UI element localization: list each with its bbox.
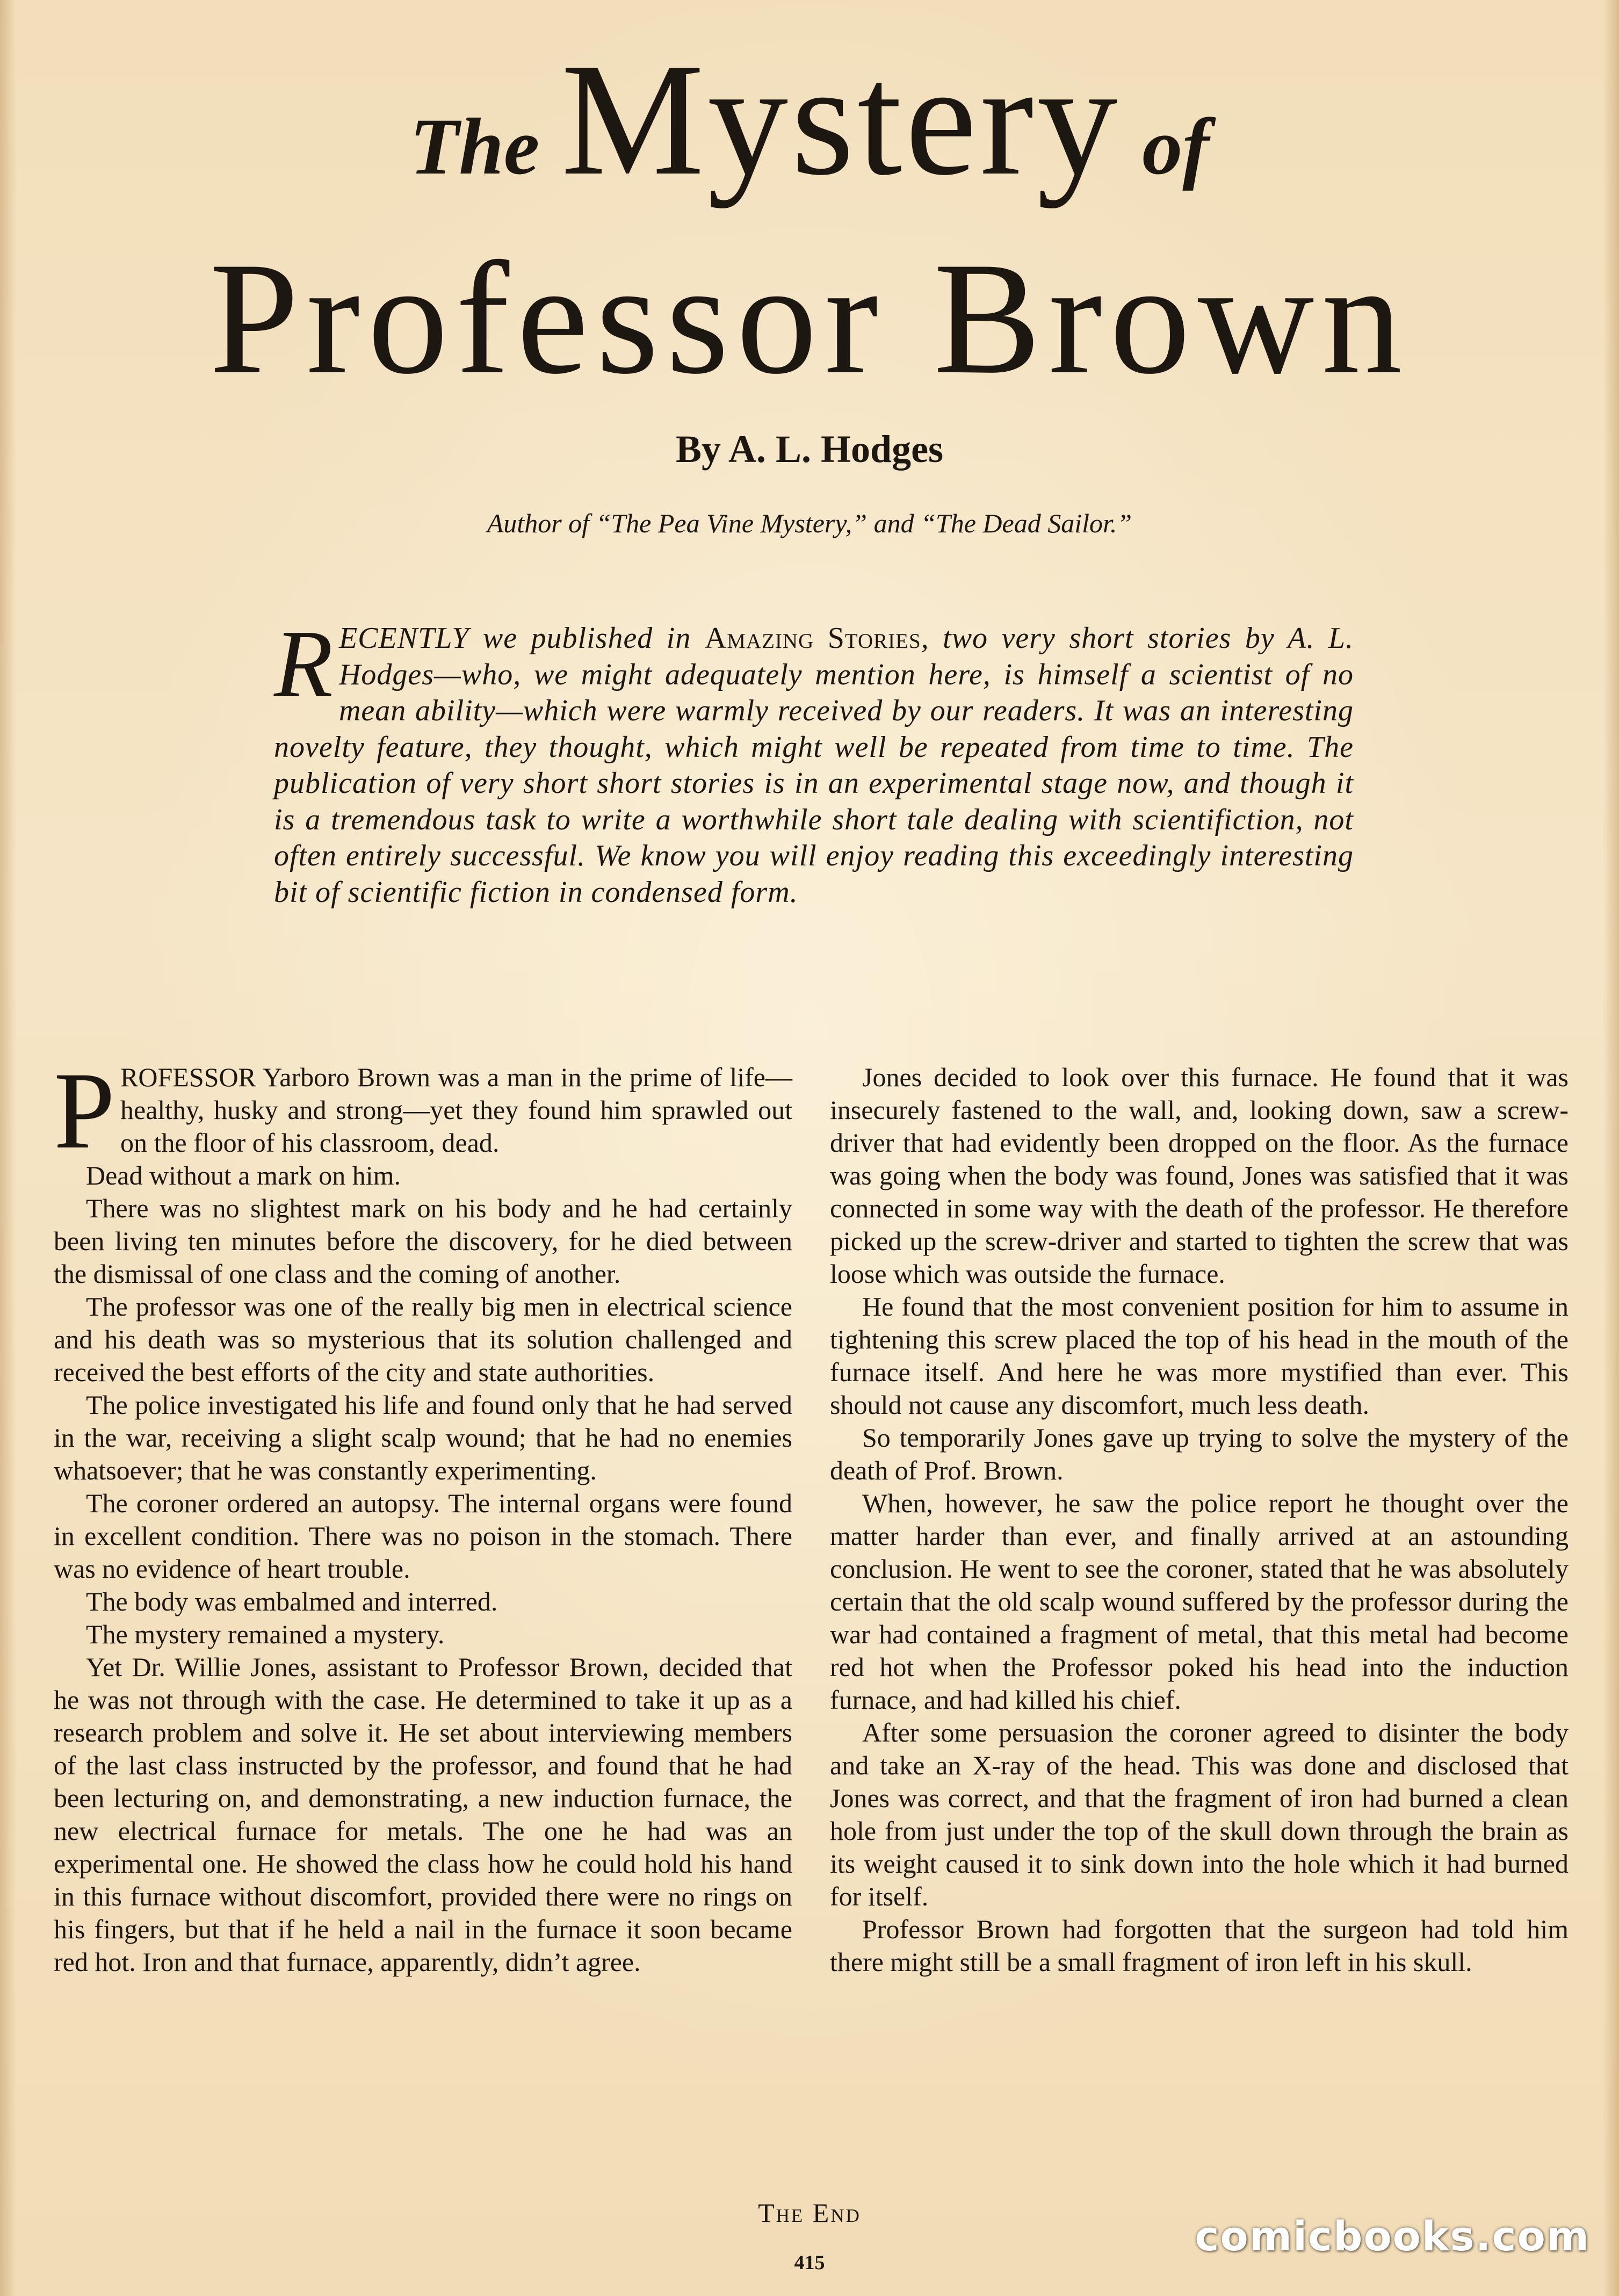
story-paragraph-4: The professor was one of the really big men in electrical science and his death was so mysterious that its solution challenged and received the best efforts of the city and state authorities. (54, 1291, 792, 1387)
story-paragraph-11: He found that the most convenient position for him to assume in tightening this screw placed the top of his head in the mouth of the furnace itself. And here he was more mystified than ever. This should not cause any discomfort, much less death. (830, 1291, 1569, 1420)
story-paragraph-3: There was no slightest mark on his body and he had certainly been living ten minutes before the discovery, for he died between the dismissal of one class and the coming of another. (54, 1193, 792, 1289)
page-number: 415 (794, 2251, 825, 2274)
story-paragraph-14: After some persuasion the coroner agreed to disinter the body and take an X-ray of the head. This was done and disclosed that Jones was correct, and that the fragment of iron had burned a clean hole from just under the top of the skull down through the brain as its weight caused it to sink down into the hole which it had burned for itself. (830, 1717, 1569, 1911)
story-paragraph-15: Professor Brown had forgotten that the surgeon had told him there might still be a small fragment of iron left in his skull. (830, 1914, 1569, 1977)
title-mystery: Mystery (561, 30, 1121, 208)
intro-text-1: ECENTLY we published in (338, 622, 705, 655)
story-paragraph-5: The police investigated his life and found only that he had served in the war, receiving a slight scalp wound; that he had no enemies whatsoever; that he was constantly experimenting. (54, 1390, 792, 1485)
story-paragraph-1 (54, 1050, 792, 1172)
author-credits: Author of “The Pea Vine Mystery,” and “The Dead Sailor.” (487, 508, 1132, 538)
magazine-name: Amazing Stories (704, 622, 921, 655)
story-paragraph-10: Jones decided to look over this furnace. He found that it was insecurely fastened to the wall, and, looking down, saw a screw-driver that had evidently been dropped on the floor. As the furnace was going when the body was found, Jones was satisfied that it was connected in some way with the death of the professor. He therefore picked up the screw-driver and started to tighten the screw that was loose which was outside the furnace. (830, 1062, 1569, 1289)
story-column-left (54, 1050, 792, 1979)
story-column-right (830, 1061, 1569, 1979)
story-dropcap: P (54, 1050, 115, 1172)
byline: By A. L. Hodges (675, 428, 944, 471)
story-paragraph-9: Yet Dr. Willie Jones, assistant to Professor Brown, decided that he was not through with the case. He determined to take it up as a research problem and solve it. He set about interviewing members of the last class instructed by the professor, and found that he had been lecturing on, and demonstrating, a new induction furnace, the new electrical furnace for metals. The one he had was an experimental one. He showed the class how he could hold his hand in this furnace without discomfort, provided there were no rings on his fingers, but that if he held a nail in the furnace it soon became red hot. Iron and that furnace, apparently, didn’t agree. (54, 1652, 792, 1977)
title-line-2: Professor Brown (209, 229, 1410, 407)
title-line-1 (0, 27, 1619, 212)
story-paragraph-2: Dead without a mark on him. (86, 1160, 401, 1190)
story-first-word: ROFESSOR (120, 1062, 256, 1092)
intro-text-2: , two very short stories by A. L. Hodges—who, we might adequately mention here, is himself a scientist of no mean ability—which were warmly received by our readers. It was an interesting novelty feature, they thought, which might well be repeated from time to time. The publication of very short short stories is in an experimental stage now, and though it is a tremendous task to write a worthwhile short tale dealing with scientifiction, not often entirely successful. We know you will enjoy reading this exceedingly interesting bit of scientific fiction in condensed form. (274, 622, 1354, 909)
story-paragraph-12: So temporarily Jones gave up trying to solve the mystery of the death of Prof. Brown. (830, 1423, 1569, 1485)
source-watermark: comicbooks.com (1195, 2212, 1590, 2260)
intro-dropcap: R (274, 610, 334, 717)
story-paragraph-13: When, however, he saw the police report he thought over the matter harder than ever, and finally arrived at an astounding conclusion. He went to see the coroner, stated that he was absolutely certain that the old scalp wound suffered by the professor during the war had contained a fragment of metal, that this metal had become red hot when the Professor poked his head into the induction furnace, and had killed his chief. (830, 1488, 1569, 1715)
story-paragraph-1-rest: Yarboro Brown was a man in the prime of life—healthy, husky and strong—yet they found him sprawled out on the floor of his classroom, dead. (120, 1062, 792, 1158)
story-paragraph-6: The coroner ordered an autopsy. The internal organs were found in excellent condition. There was no poison in the stomach. There was no evidence of heart trouble. (54, 1488, 792, 1584)
title-the: The (409, 102, 540, 191)
story-paragraph-8: The mystery remained a mystery. (86, 1619, 445, 1649)
editorial-intro (274, 610, 1354, 911)
story-paragraph-7: The body was embalmed and interred. (86, 1586, 498, 1616)
title-of: of (1142, 102, 1210, 191)
the-end-marker: The End (758, 2198, 861, 2228)
